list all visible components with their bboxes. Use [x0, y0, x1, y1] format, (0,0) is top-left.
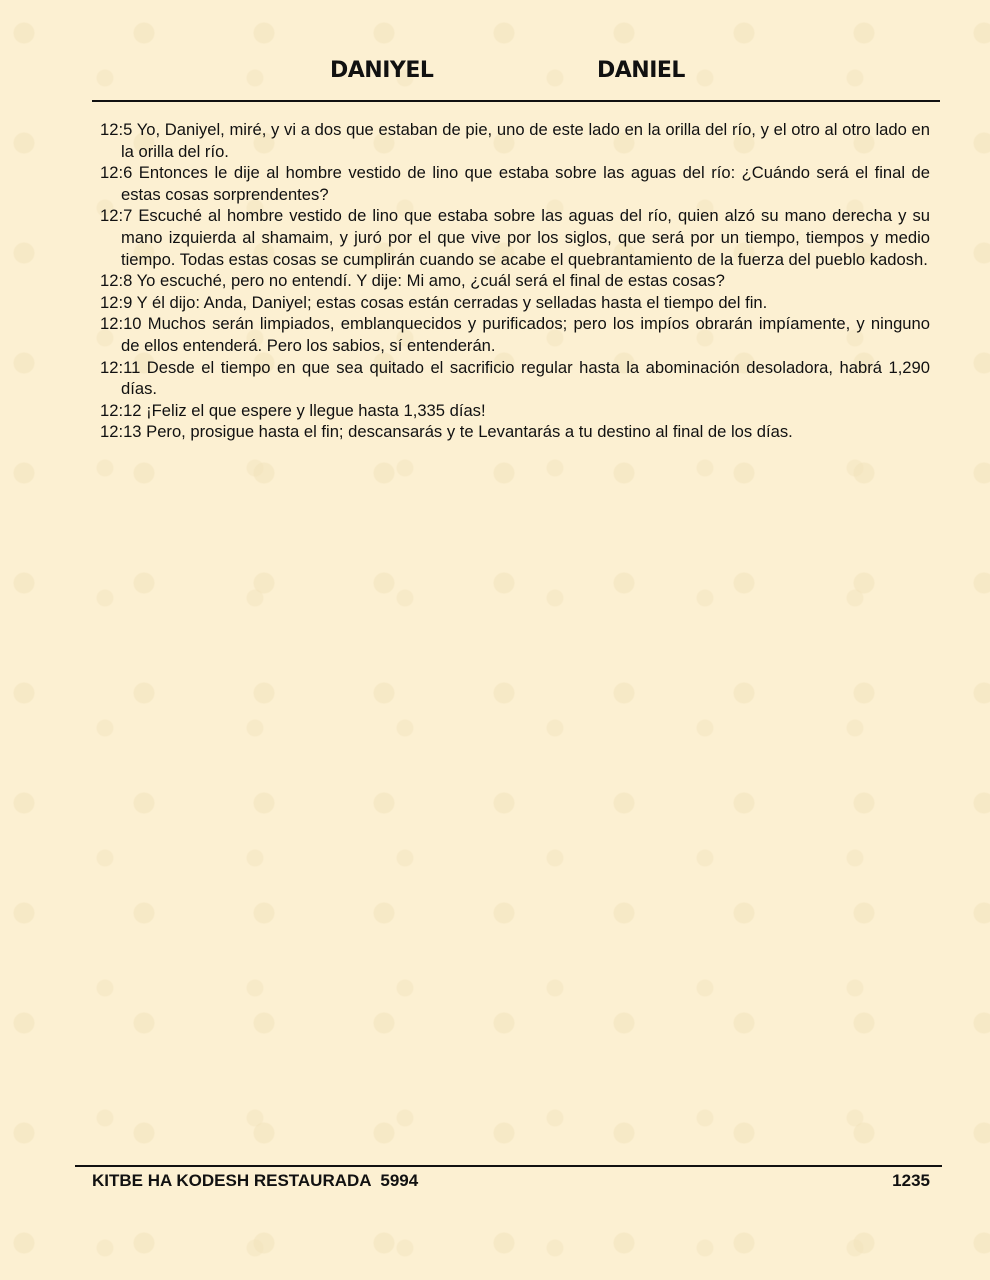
page-number: 1235: [892, 1171, 930, 1190]
footer-divider: [75, 1165, 942, 1167]
verse: 12:12 ¡Feliz el que espere y llegue hasta 1,335 días!: [100, 400, 486, 420]
verse: 12:5 Yo, Daniyel, miré, y vi a dos que estaban de pie, uno de este lado en la orilla del río, y el otro al otro lado en la orilla del río.: [100, 120, 930, 161]
verse: 12:8 Yo escuché, pero no entendí. Y dije: Mi amo, ¿cuál será el final de estas cosas?: [100, 271, 725, 291]
verse: 12:11 Desde el tiempo en que sea quitado el sacrificio regular hasta la abominación desoladora, habrá 1,290 días.: [100, 357, 930, 399]
verse: 12:9 Y él dijo: Anda, Daniyel; estas cosas están cerradas y selladas hasta el tiempo del fin.: [100, 292, 768, 312]
verse: 12:7 Escuché al hombre vestido de lino que estaba sobre las aguas del río, quien alzó su mano derecha y su mano izquierda al shamaim, y juró por el que vive por los siglos, que será por un tiempo, tiempos y medio tiempo. Todas estas cosas se cumplirán cuando se acabe el quebrantamiento de la fuerza del pueblo kadosh.: [100, 206, 930, 269]
header-left-title: DANIYEL: [330, 58, 434, 83]
header-right-title: DANIEL: [597, 58, 685, 83]
verse-list: [100, 119, 930, 443]
header-divider: [92, 100, 940, 102]
page-header: [0, 58, 990, 90]
footer-book-title: KITBE HA KODESH RESTAURADA 5994: [92, 1171, 419, 1190]
verse: 12:6 Entonces le dije al hombre vestido de lino que estaba sobre las aguas del río: ¿Cuándo será el final de estas cosas sorprendentes?: [100, 163, 930, 204]
verse: 12:10 Muchos serán limpiados, emblanquecidos y purificados; pero los impíos obrarán impíamente, y ninguno de ellos entenderá. Pero los sabios, sí entenderán.: [100, 314, 930, 355]
verse: 12:13 Pero, prosigue hasta el fin; descansarás y te Levantarás a tu destino al final de los días.: [100, 422, 793, 442]
